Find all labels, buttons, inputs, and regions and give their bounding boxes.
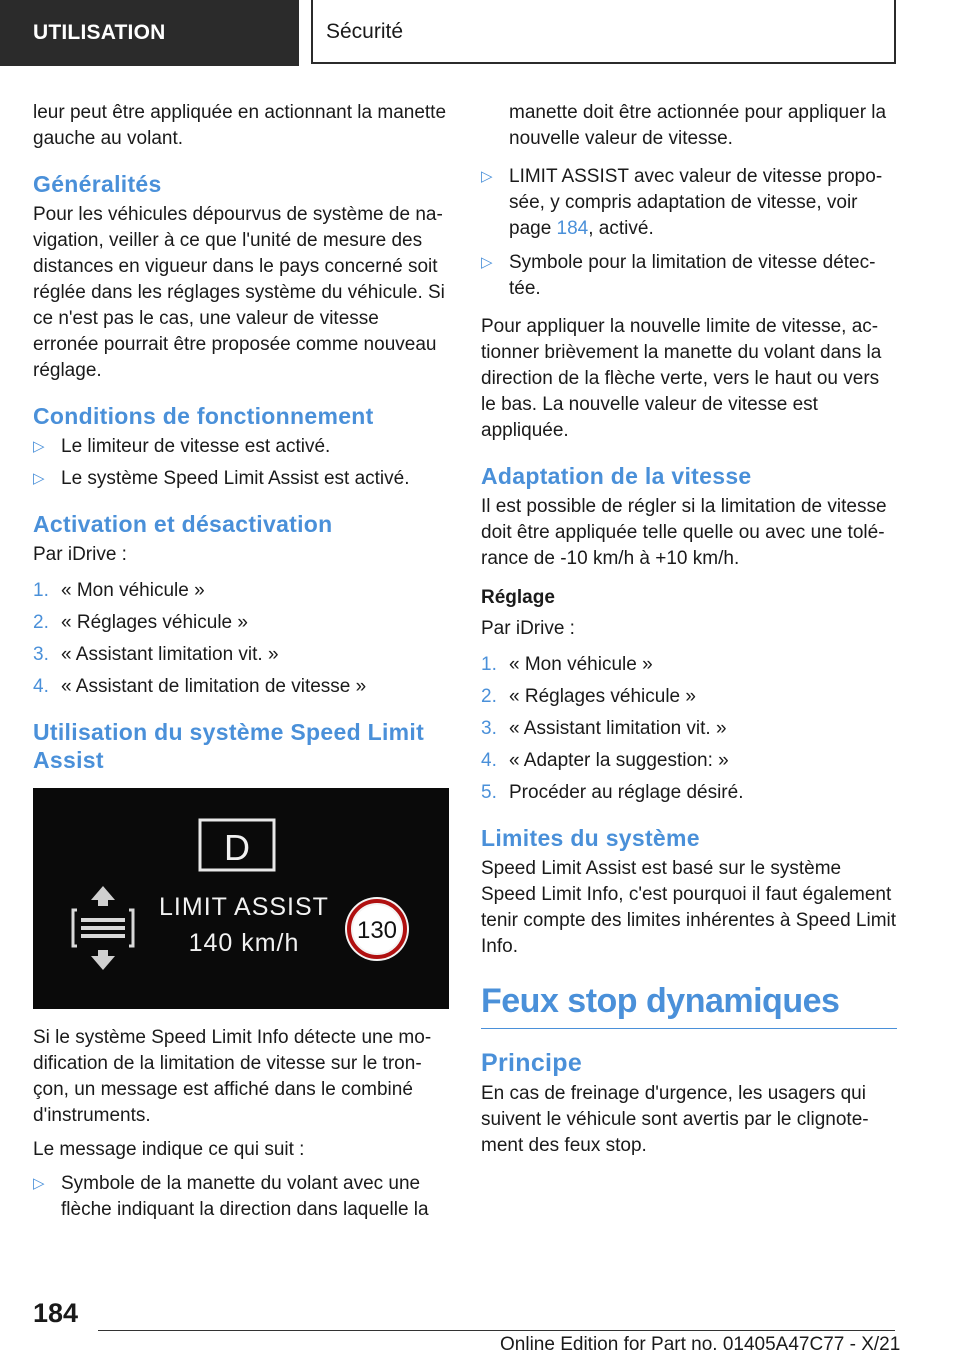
list-item: 4. « Assistant de limitation de vitesse » (33, 676, 367, 697)
list-item: ▷ Le système Speed Limit Assist est activé. (33, 466, 449, 492)
list-item: 1. « Mon véhicule » (481, 654, 653, 675)
section-tab: UTILISATION (0, 0, 299, 66)
limit-assist-label: LIMIT ASSIST (159, 893, 329, 921)
activation-steps (33, 578, 449, 700)
heading-utilisation: Utilisation du système Speed Limit Assist (33, 719, 425, 773)
list-item: 3. « Assistant limitation vit. » (33, 644, 279, 665)
intro-paragraph: leur peut être appliquée en actionnant la manette gauche au volant. (33, 102, 447, 149)
topic-tab: Sécurité (311, 0, 896, 64)
conditions-list (33, 434, 449, 492)
list-item: 2. « Réglages véhicule » (33, 612, 248, 633)
triangle-bullet-icon: ▷ (33, 438, 45, 455)
limites-paragraph: Speed Limit Assist est basé sur le système Speed Limit Info, c'est pourquoi il faut également tenir compte des limites inhérentes à Speed Limit Info. (481, 858, 897, 957)
footer-divider (98, 1330, 895, 1331)
heading-generalites: Généralités (33, 171, 162, 197)
list-item: ▷ LIMIT ASSIST avec valeur de vitesse proposée, y compris adaptation de vitesse, voir page 184, activé. (481, 166, 883, 239)
adaptation-paragraph: Il est possible de régler si la limitation de vitesse doit être appliquée telle quelle ou avec une tolérance de -10 km/h à +10 km/h. (481, 496, 887, 569)
list-item: 5. Procéder au réglage désiré. (481, 782, 744, 803)
heading-limites: Limites du système (481, 825, 700, 851)
speed-limit-sign-icon (345, 897, 409, 961)
list-item: 3. « Assistant limitation vit. » (481, 718, 727, 739)
reglage-intro: Par iDrive : (481, 618, 575, 639)
list-item: 2. « Réglages véhicule » (481, 686, 696, 707)
gear-indicator: D (224, 827, 250, 868)
page-header (0, 0, 960, 66)
generalites-paragraph: Pour les véhicules dépourvus de système de navigation, veiller à ce que l'unité de mesure des distances en vigueur dans le pays concerné soit réglée dans les réglages système du véhicule. Si ce n'est pas le cas, une valeur de vitesse erronée pourrait être proposée comme nouveau réglage. (33, 204, 445, 381)
apply-paragraph: Pour appliquer la nouvelle limite de vitesse, actionner brièvement la manette du volant dans la direction de la flèche verte, vers le haut ou vers le bas. La nouvelle valeur de vitesse est appliquée. (481, 316, 882, 441)
page-number: 184 (33, 1298, 79, 1328)
reglage-steps (481, 652, 897, 806)
list-item: ▷ Le limiteur de vitesse est activé. (33, 434, 449, 460)
page-link[interactable]: 184 (556, 218, 589, 239)
triangle-bullet-icon: ▷ (33, 1175, 45, 1192)
message-list-part2 (481, 100, 897, 302)
left-column (33, 100, 449, 1235)
triangle-bullet-icon: ▷ (33, 470, 45, 487)
edition-footer: Online Edition for Part no. 01405A47C77 - X/21 (500, 1334, 901, 1355)
heading-conditions: Conditions de fonctionnement (33, 403, 374, 429)
principe-paragraph: En cas de freinage d'urgence, les usagers qui suivent le véhicule sont avertis par le clignotement des feux stop. (481, 1083, 869, 1156)
triangle-bullet-icon: ▷ (481, 254, 493, 271)
heading-reglage: Réglage (481, 587, 555, 608)
utilisation-paragraph: Si le système Speed Limit Info détecte une modification de la limitation de vitesse sur le tronçon, un message est affiché dans le combiné d'instruments. (33, 1027, 432, 1126)
heading-principe: Principe (481, 1049, 583, 1077)
activation-intro: Par iDrive : (33, 544, 127, 565)
triangle-bullet-icon: ▷ (481, 168, 493, 185)
heading-activation: Activation et désactivation (33, 511, 333, 537)
list-item: ▷ Symbole de la manette du volant avec une flèche indiquant la direction dans laquelle la (33, 1173, 429, 1220)
message-list-part1 (33, 1171, 449, 1223)
limit-speed-value: 140 km/h (188, 929, 300, 957)
right-column (481, 100, 897, 1171)
list-item: 1. « Mon véhicule » (33, 580, 205, 601)
heading-feux-stop: Feux stop dynamiques (481, 980, 897, 1029)
heading-adaptation: Adaptation de la vitesse (481, 463, 752, 489)
list-item: manette doit être actionnée pour appliquer la nouvelle valeur de vitesse. (509, 102, 887, 149)
speed-lever-icon (73, 886, 133, 970)
instrument-cluster-figure (33, 788, 449, 1009)
speed-limit-sign-value: 130 (356, 917, 398, 944)
list-item: 4. « Adapter la suggestion: » (481, 750, 729, 771)
message-intro: Le message indique ce qui suit : (33, 1139, 305, 1160)
list-item: ▷ Symbole pour la limitation de vitesse détectée. (481, 252, 876, 299)
